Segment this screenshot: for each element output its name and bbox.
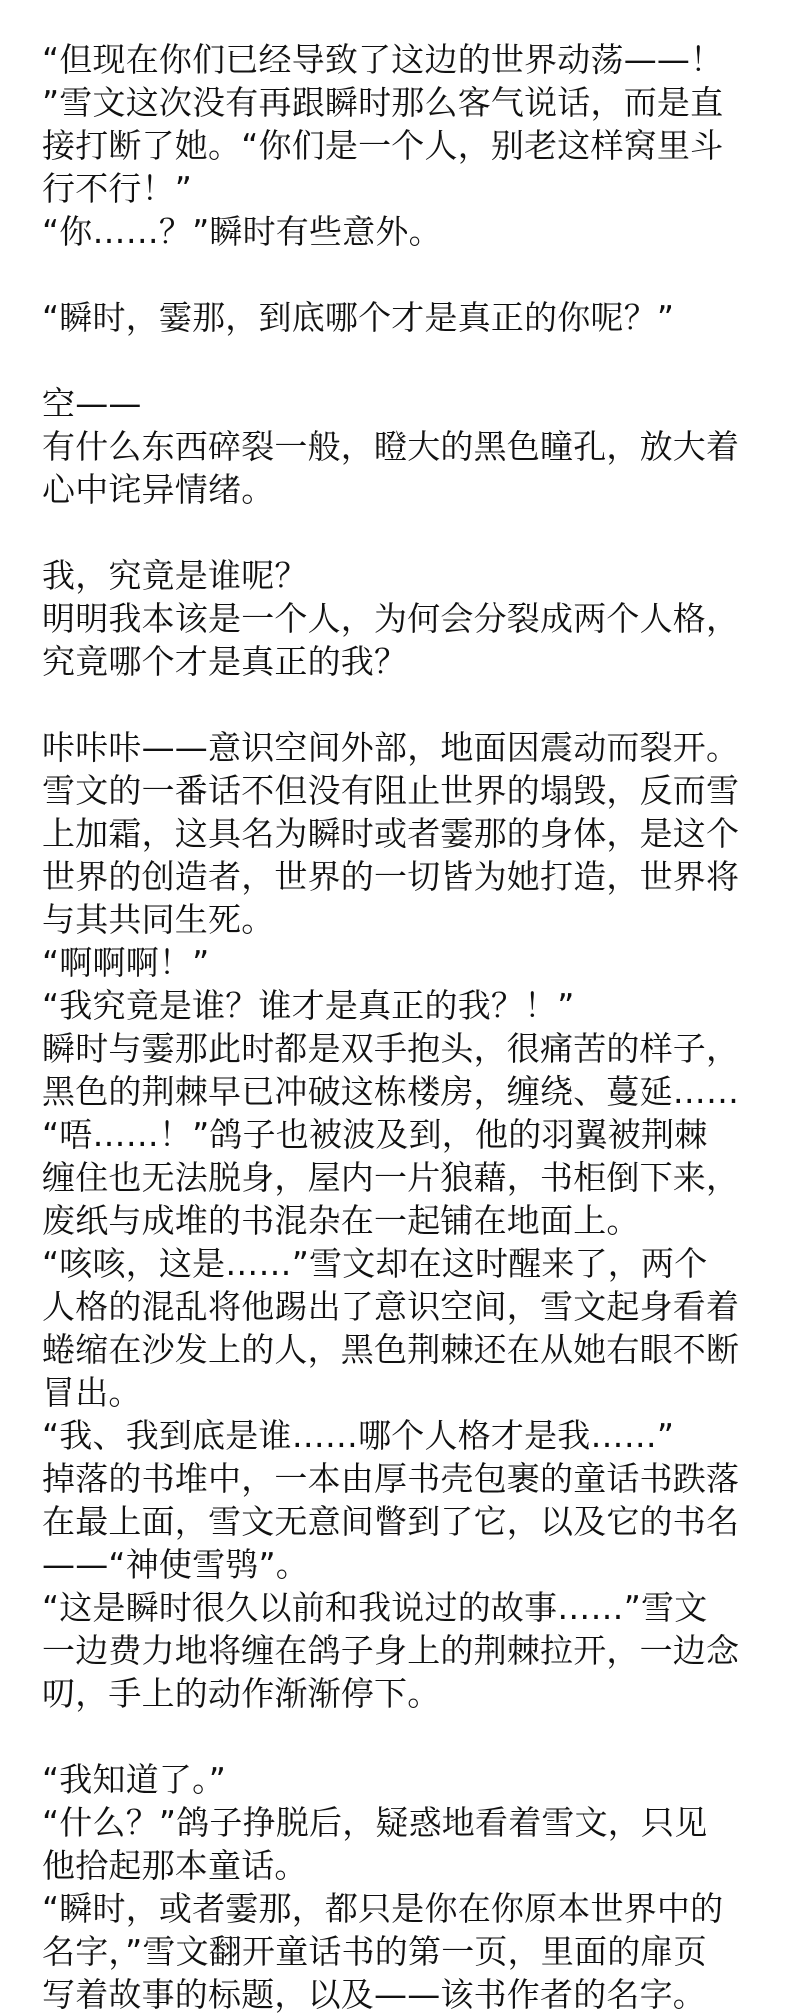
text-line: 废纸与成堆的书混杂在一起铺在地面上。 [42,1201,640,1240]
text-line: “你……？”瞬时有些意外。 [42,212,442,251]
text-line: 行不行！” [42,169,193,208]
text-line: 掉落的书堆中，一本由厚书壳包裹的童话书跌落 [42,1459,740,1498]
blank-line [42,683,772,726]
text-line: 冒出。 [42,1373,142,1412]
text-line: 写着故事的标题，以及——该书作者的名字。 [42,1975,706,2014]
text-line: “这是瞬时很久以前和我说过的故事……”雪文 [42,1588,708,1627]
text-line: 叨，手上的动作渐渐停下。 [42,1674,441,1713]
text-line: “咳咳，这是……”雪文却在这时醒来了，两个 [42,1244,708,1283]
text-line: “唔……！”鸽子也被波及到，他的羽翼被荆棘 [42,1115,708,1154]
text-line: “我知道了。” [42,1760,227,1799]
text-line: 咔咔咔——意识空间外部，地面因震动而裂开。 [42,728,740,767]
text-line: 名字，”雪文翻开童话书的第一页，里面的扉页 [42,1932,707,1971]
text-line: 空—— [42,384,142,423]
text-line: 接打断了她。“你们是一个人，别老这样窝里斗 [42,126,724,165]
blank-line [42,1715,772,1758]
text-line: 世界的创造者，世界的一切皆为她打造，世界将 [42,857,740,896]
text-line: 与其共同生死。 [42,900,275,939]
text-line: 人格的混乱将他踢出了意识空间，雪文起身看着 [42,1287,740,1326]
story-text [42,38,772,2016]
text-line: “啊啊啊！” [42,943,210,982]
text-line: 心中诧异情绪。 [42,470,275,509]
text-line: “但现在你们已经导致了这边的世界动荡——！ [42,40,724,79]
text-line: “瞬时，或者霎那，都只是你在你原本世界中的 [42,1889,724,1928]
text-line: ”雪文这次没有再跟瞬时那么客气说话，而是直 [42,83,724,122]
text-line: 蜷缩在沙发上的人，黑色荆棘还在从她右眼不断 [42,1330,740,1369]
text-line: 究竟哪个才是真正的我？ [42,642,408,681]
text-line: 在最上面，雪文无意间瞥到了它，以及它的书名 [42,1502,740,1541]
text-line: 一边费力地将缠在鸽子身上的荆棘拉开，一边念 [42,1631,740,1670]
text-line: ——“神使雪鸮”。 [42,1545,309,1584]
text-line: 上加霜，这具名为瞬时或者霎那的身体，是这个 [42,814,740,853]
text-line: 瞬时与霎那此时都是双手抱头，很痛苦的样子， [42,1029,740,1068]
text-line: 我，究竟是谁呢？ [42,556,308,595]
text-line: “瞬时，霎那，到底哪个才是真正的你呢？” [42,298,675,337]
blank-line [42,511,772,554]
blank-line [42,253,772,296]
text-line: 缠住也无法脱身，屋内一片狼藉，书柜倒下来， [42,1158,740,1197]
text-line: “什么？”鸽子挣脱后，疑惑地看着雪文，只见 [42,1803,708,1842]
text-line: 他拾起那本童话。 [42,1846,308,1885]
text-line: 雪文的一番话不但没有阻止世界的塌毁，反而雪 [42,771,740,810]
text-line: 黑色的荆棘早已冲破这栋楼房，缠绕、蔓延…… [42,1072,740,1111]
text-line: 有什么东西碎裂一般，瞪大的黑色瞳孔，放大着 [42,427,740,466]
text-line: 明明我本该是一个人，为何会分裂成两个人格， [42,599,740,638]
text-line: “我究竟是谁？谁才是真正的我？！” [42,986,575,1025]
text-line: “我、我到底是谁……哪个人格才是我……” [42,1416,675,1455]
blank-line [42,339,772,382]
